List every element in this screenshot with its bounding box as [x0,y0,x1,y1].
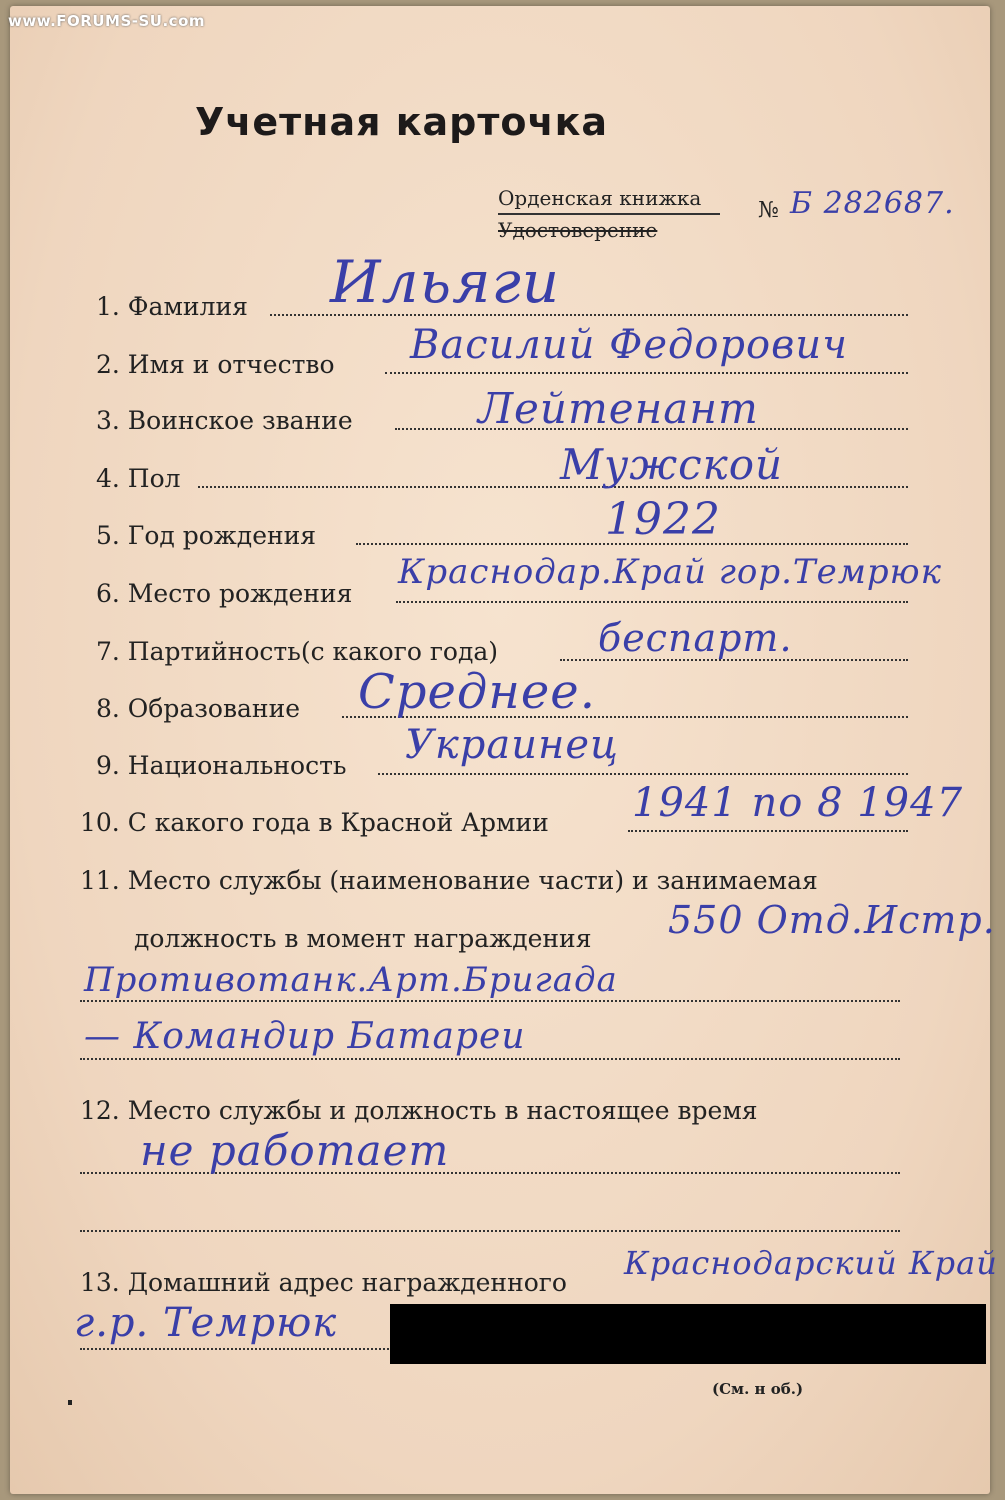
field-service-value-1: 550 Отд.Истр. [668,898,996,942]
field-surname-label: 1. Фамилия [96,292,248,321]
field-sex-label: 4. Пол [96,464,181,493]
field-service-line-2 [80,1058,900,1060]
field-address-value-1: Краснодарский Край [624,1244,998,1282]
field-current-job-line-2 [80,1230,900,1232]
watermark: www.FORUMS-SU.com [8,12,206,30]
card-title: Учетная карточка [195,100,608,144]
field-rank-label: 3. Воинское звание [96,406,353,435]
field-nationality-value: Украинец [405,722,619,768]
field-service-label-line2: должность в момент награждения [134,924,592,953]
field-birthplace-value: Краснодар.Край гор.Темрюк [398,552,942,592]
doc-type-divider [498,213,720,215]
field-name-label: 2. Имя и отчество [96,350,335,379]
margin-mark [68,1400,72,1405]
field-party-value: беспарт. [598,616,793,660]
footer-note: (См. н об.) [712,1380,804,1398]
field-army-since-line [628,830,908,832]
field-sex-line [198,486,908,488]
field-birth-year-value: 1922 [605,494,721,545]
field-education-label: 8. Образование [96,694,301,723]
field-current-job-value: не работает [140,1126,450,1175]
field-service-label-line1: 11. Место службы (наименование части) и занимаемая [80,866,818,895]
number-label: № [758,198,779,223]
redaction-bar [390,1304,986,1364]
field-education-value: Среднее. [358,664,596,720]
field-name-value: Василий Федорович [410,322,849,368]
field-birthplace-label: 6. Место рождения [96,579,353,608]
field-sex-value: Мужской [560,440,784,489]
field-service-value-2: Противотанк.Арт.Бригада [84,960,618,1000]
field-nationality-label: 9. Национальность [96,751,347,780]
field-address-value-2: г.р. Темрюк [74,1300,338,1346]
doc-type-certificate: Удостоверение [498,218,658,242]
field-surname-value: Ильяги [330,248,561,316]
number-value: Б 282687. [790,186,955,221]
field-service-value-3: — Командир Батареи [84,1016,526,1057]
field-nationality-line [378,773,908,775]
field-army-since-label: 10. С какого года в Красной Армии [80,808,549,837]
doc-type-order-book: Орденская книжка [498,186,702,210]
field-current-job-label: 12. Место службы и должность в настоящее время [80,1096,758,1125]
field-birthplace-line [396,601,908,603]
field-address-label: 13. Домашний адрес награжденного [80,1268,567,1297]
field-party-label: 7. Партийность(с какого года) [96,637,499,666]
field-birth-year-label: 5. Год рождения [96,521,317,550]
field-service-line-1 [80,1000,900,1002]
field-name-line [385,372,908,374]
field-army-since-value: 1941 по 8 1947 [632,780,964,826]
field-rank-value: Лейтенант [478,384,759,433]
